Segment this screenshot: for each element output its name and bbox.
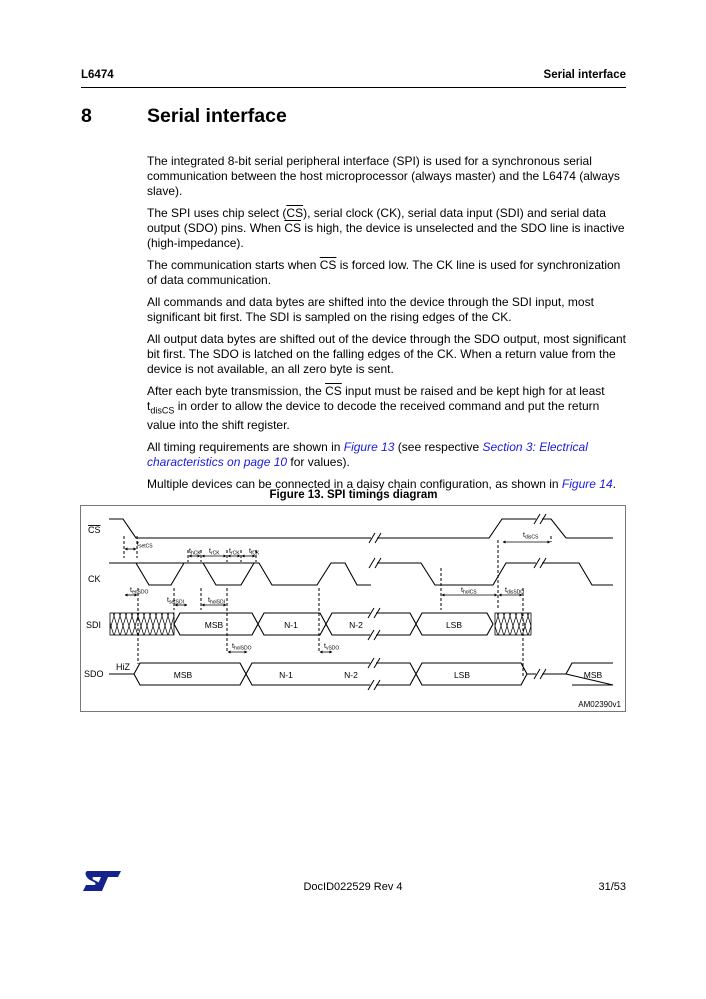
sdi-bit-lsb: LSB (445, 620, 463, 630)
header-product: L6474 (81, 69, 114, 81)
sdo-bit-n-1: N-1 (279, 670, 293, 680)
paragraph-3: The communication starts when $\overline{CS}$ is forced low. The CK line is used for synchronization of data communication. (147, 258, 621, 287)
sdo-bit-msb-next: MSB (583, 670, 603, 680)
paragraph-6: After each byte transmission, the $\overline{CS}$ input must be raised and be kept high for at least $t_{disCS}$ in order to allow the device to decode the received command and put the return value into the shift register. (147, 384, 605, 433)
sdo-bit-n-2: N-2 (344, 670, 358, 680)
section-title: Serial interface (147, 105, 287, 127)
sdi-dont-care-left (110, 613, 174, 635)
t-discs-label: $t_{disCS}$ (523, 532, 539, 541)
t-vsdo-label: $t_{vSDO}$ (324, 643, 340, 652)
sdi-bit-n-2: N-2 (349, 620, 363, 630)
cs-break (369, 514, 546, 543)
header-section: Serial interface (543, 69, 626, 81)
ck-waveform (109, 563, 613, 585)
t-holsdo-label: $t_{holSDO}$ (232, 643, 252, 652)
t-rck-label: $t_{rCK}$ (209, 548, 220, 557)
t-holsdi-label: $t_{holSDI}$ (208, 597, 225, 606)
sdi-dont-care-right (495, 613, 531, 635)
paragraph-5: All output data bytes are shifted out of the device through the SDO output, most significant bit first. The SDO is latched on the falling edges of the CK. When a return value from the device is not available, an all zero byte is sent. (147, 332, 626, 376)
paragraph-4: All commands and data bytes are shifted into the device through the SDI input, most significant bit first. The SDI is sampled on the rising edges of the CK. (147, 295, 594, 324)
footer-doc-id: DocID022529 Rev 4 (303, 881, 403, 893)
t-fck-label: $t_{fCK}$ (249, 548, 260, 557)
hiz-label: HiZ (116, 662, 130, 672)
t-setcs-label: $t_{setCS}$ (137, 541, 153, 550)
body-text (147, 154, 629, 499)
reference-lines (124, 536, 551, 676)
paragraph-8: Multiple devices can be connected in a daisy chain configuration, as shown in Figure 14. (147, 477, 616, 492)
section-number: 8 (81, 105, 92, 127)
paragraph-7: All timing requirements are shown in Figure 13 (see respective Section 3: Electrical characteristics on page 10 for values). (147, 440, 588, 470)
footer-page-number: 31/53 (598, 881, 626, 893)
t-dissdo-label: $t_{disSDO}$ (505, 587, 525, 596)
paragraph-1: The integrated 8-bit serial peripheral interface (SPI) is used for a synchronous serial communication between the host microprocessor (always master) and the L6474 (always slave). (147, 154, 620, 198)
t-holcs-label: $t_{holCS}$ (461, 587, 477, 596)
signal-cs-label: CS (88, 525, 101, 535)
t-hck-label: $t_{hCK}$ (189, 548, 201, 557)
figure-13-link[interactable]: Figure 13 (343, 440, 395, 455)
sdi-bit-n-1: N-1 (284, 620, 298, 630)
timing-labels (130, 532, 539, 652)
sdi-bit-msb: MSB (204, 620, 224, 630)
signal-sdo-label: SDO (84, 669, 104, 679)
t-setsdi-label: $t_{setSDI}$ (167, 597, 184, 606)
ck-pulses (136, 563, 254, 585)
figure-caption: Figure 13. SPI timings diagram (269, 489, 438, 501)
sdo-bit-lsb: LSB (453, 670, 471, 680)
signal-ck-label: CK (88, 574, 101, 584)
figure-14-link[interactable]: Figure 14 (561, 477, 613, 492)
section-3-link[interactable]: Section 3: Electrical characteristics on page 10 (147, 440, 588, 470)
signal-sdi-label: SDI (86, 620, 102, 630)
sdo-bit-msb: MSB (173, 670, 193, 680)
header-rule (81, 87, 626, 88)
t-ck2-label: $t_{rCK}$ (229, 548, 240, 557)
spi-timing-diagram (80, 505, 626, 712)
t-ensdo-label: $t_{enSDO}$ (130, 587, 149, 596)
figure-id-label: AM02390v1 (578, 700, 621, 709)
paragraph-2: The SPI uses chip select $(\overline{CS})$, serial clock (CK), serial data input (SDI) and serial data output (SDO) pins. When $\overline{CS}$ is high, the device is unselected and the SDO line is inactive (high-impedance). (147, 206, 625, 250)
timing-diagram-svg (81, 506, 627, 713)
